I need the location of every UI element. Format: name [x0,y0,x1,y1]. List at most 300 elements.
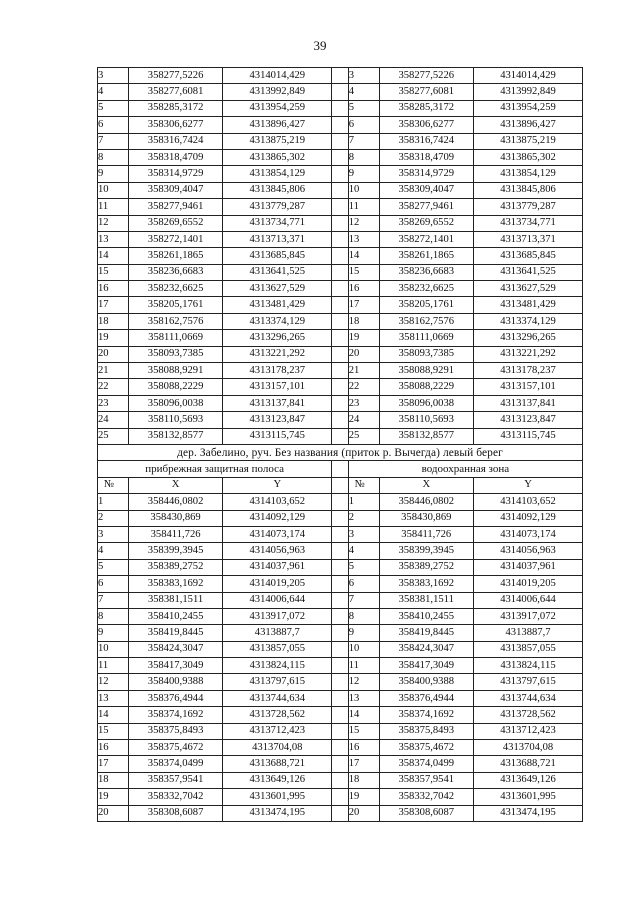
right-coord-x-cell: 358093,7385 [379,346,474,362]
table-row [98,641,583,657]
left-header-num: № [98,477,129,493]
left-point-number-cell: 18 [98,772,129,788]
right-coord-x-cell: 358272,1401 [379,231,474,247]
table-row [98,592,583,608]
right-coord-y-cell: 4314014,429 [474,68,583,84]
right-coord-y-cell: 4313296,265 [474,330,583,346]
right-coord-x-cell: 358232,6625 [379,281,474,297]
right-coord-y-cell: 4313115,745 [474,428,583,444]
left-coord-x-cell: 358236,6683 [128,264,223,280]
right-coord-y-cell: 4313857,055 [474,641,583,657]
right-coord-y-cell: 4313845,806 [474,182,583,198]
right-coord-y-cell: 4313734,771 [474,215,583,231]
left-coord-x-cell: 358162,7576 [128,313,223,329]
right-point-number-cell: 1 [348,494,379,510]
left-coord-x-cell: 358232,6625 [128,281,223,297]
left-coord-y-cell: 4313712,423 [223,723,332,739]
right-coord-y-cell: 4313744,634 [474,690,583,706]
right-coord-x-cell: 358332,7042 [379,789,474,805]
table-row [98,248,583,264]
left-coord-x-cell: 358096,0038 [128,395,223,411]
table-row [98,363,583,379]
left-coord-x-cell: 358088,2229 [128,379,223,395]
left-table-title: прибрежная защитная полоса [98,461,332,477]
left-point-number-cell: 24 [98,412,129,428]
right-point-number-cell: 15 [348,264,379,280]
left-coord-x-cell: 358277,9461 [128,199,223,215]
left-point-number-cell: 17 [98,297,129,313]
left-coord-x-cell: 358308,6087 [128,805,223,821]
table-row [98,313,583,329]
left-coord-y-cell: 4313221,292 [223,346,332,362]
right-coord-y-cell: 4313713,371 [474,231,583,247]
right-point-number-cell: 13 [348,231,379,247]
table-row [98,199,583,215]
left-coord-x-cell: 358272,1401 [128,231,223,247]
right-point-number-cell: 8 [348,149,379,165]
table-row [98,428,583,444]
left-coord-y-cell: 4313734,771 [223,215,332,231]
right-point-number-cell: 23 [348,395,379,411]
right-coord-x-cell: 358132,8577 [379,428,474,444]
left-coord-y-cell: 4313374,129 [223,313,332,329]
left-coord-y-cell: 4313688,721 [223,756,332,772]
right-coord-y-cell: 4314056,963 [474,543,583,559]
page-number: 39 [313,38,327,53]
left-coord-x-cell: 358332,7042 [128,789,223,805]
left-point-number-cell: 9 [98,166,129,182]
left-point-number-cell: 20 [98,346,129,362]
right-coord-y-cell: 4313481,429 [474,297,583,313]
right-coord-y-cell: 4313627,529 [474,281,583,297]
left-point-number-cell: 10 [98,641,129,657]
right-coord-y-cell: 4313474,195 [474,805,583,821]
right-coord-y-cell: 4313854,129 [474,166,583,182]
right-point-number-cell: 18 [348,313,379,329]
table-row [98,149,583,165]
table-row [98,346,583,362]
table-row [98,576,583,592]
right-point-number-cell: 7 [348,133,379,149]
left-coord-y-cell: 4313728,562 [223,707,332,723]
right-point-number-cell: 9 [348,166,379,182]
right-coord-x-cell: 358309,4047 [379,182,474,198]
left-coord-x-cell: 358376,4944 [128,690,223,706]
left-coord-y-cell: 4313896,427 [223,117,332,133]
right-point-number-cell: 19 [348,789,379,805]
right-point-number-cell: 24 [348,412,379,428]
left-point-number-cell: 20 [98,805,129,821]
right-coord-x-cell: 358375,8493 [379,723,474,739]
table-row [98,772,583,788]
left-coord-y-cell: 4313797,615 [223,674,332,690]
left-point-number-cell: 14 [98,248,129,264]
right-point-number-cell: 6 [348,117,379,133]
section-caption: дер. Забелино, руч. Без названия (приток р. Вычегда) левый берег [98,444,583,460]
left-point-number-cell: 19 [98,330,129,346]
right-coord-x-cell: 358277,6081 [379,84,474,100]
right-coord-x-cell: 358277,9461 [379,199,474,215]
right-coord-y-cell: 4313712,423 [474,723,583,739]
right-coord-x-cell: 358308,6087 [379,805,474,821]
left-coord-x-cell: 358424,3047 [128,641,223,657]
left-point-number-cell: 22 [98,379,129,395]
table-row [98,756,583,772]
left-coord-y-cell: 4313685,845 [223,248,332,264]
left-coord-x-cell: 358419,8445 [128,625,223,641]
right-coord-y-cell: 4313875,219 [474,133,583,149]
left-point-number-cell: 5 [98,559,129,575]
left-coord-x-cell: 358383,1692 [128,576,223,592]
left-coord-y-cell: 4314103,652 [223,494,332,510]
right-coord-x-cell: 358088,9291 [379,363,474,379]
left-coord-y-cell: 4313779,287 [223,199,332,215]
table-row [98,789,583,805]
left-point-number-cell: 16 [98,740,129,756]
table-row [98,68,583,84]
right-coord-x-cell: 358205,1761 [379,297,474,313]
right-coord-x-cell: 358314,9729 [379,166,474,182]
left-point-number-cell: 12 [98,674,129,690]
left-coord-y-cell: 4313296,265 [223,330,332,346]
right-point-number-cell: 10 [348,182,379,198]
left-point-number-cell: 4 [98,543,129,559]
left-coord-y-cell: 4313954,259 [223,100,332,116]
right-point-number-cell: 6 [348,576,379,592]
left-point-number-cell: 3 [98,68,129,84]
right-point-number-cell: 8 [348,608,379,624]
right-point-number-cell: 17 [348,756,379,772]
right-coord-y-cell: 4314103,652 [474,494,583,510]
right-coord-y-cell: 4314019,205 [474,576,583,592]
left-coord-x-cell: 358277,5226 [128,68,223,84]
right-point-number-cell: 3 [348,68,379,84]
right-point-number-cell: 22 [348,379,379,395]
left-coord-y-cell: 4314056,963 [223,543,332,559]
table-row [98,379,583,395]
left-coord-y-cell: 4314014,429 [223,68,332,84]
right-header-num: № [348,477,379,493]
right-coord-x-cell: 358357,9541 [379,772,474,788]
left-point-number-cell: 10 [98,182,129,198]
table-row [98,117,583,133]
right-coord-y-cell: 4313137,841 [474,395,583,411]
right-coord-y-cell: 4313157,101 [474,379,583,395]
right-point-number-cell: 16 [348,740,379,756]
left-coord-y-cell: 4313157,101 [223,379,332,395]
right-coord-x-cell: 358389,2752 [379,559,474,575]
left-point-number-cell: 19 [98,789,129,805]
right-coord-y-cell: 4313865,302 [474,149,583,165]
left-coord-y-cell: 4314006,644 [223,592,332,608]
right-point-number-cell: 11 [348,199,379,215]
right-coord-y-cell: 4313685,845 [474,248,583,264]
left-coord-x-cell: 358111,0669 [128,330,223,346]
table-row [98,543,583,559]
right-coord-y-cell: 4313797,615 [474,674,583,690]
right-coord-x-cell: 358424,3047 [379,641,474,657]
right-point-number-cell: 20 [348,805,379,821]
left-coord-x-cell: 358093,7385 [128,346,223,362]
right-point-number-cell: 12 [348,674,379,690]
left-coord-x-cell: 358285,3172 [128,100,223,116]
left-point-number-cell: 9 [98,625,129,641]
left-point-number-cell: 16 [98,281,129,297]
left-coord-x-cell: 358316,7424 [128,133,223,149]
left-point-number-cell: 7 [98,592,129,608]
right-point-number-cell: 5 [348,559,379,575]
table-row [98,674,583,690]
left-coord-y-cell: 4314092,129 [223,510,332,526]
right-header-x: X [379,477,474,493]
right-point-number-cell: 5 [348,100,379,116]
right-point-number-cell: 17 [348,297,379,313]
left-point-number-cell: 1 [98,494,129,510]
right-coord-x-cell: 358306,6277 [379,117,474,133]
right-point-number-cell: 15 [348,723,379,739]
table-row [98,281,583,297]
left-coord-x-cell: 358399,3945 [128,543,223,559]
left-point-number-cell: 6 [98,576,129,592]
right-coord-x-cell: 358269,6552 [379,215,474,231]
left-coord-x-cell: 358277,6081 [128,84,223,100]
left-coord-y-cell: 4313123,847 [223,412,332,428]
left-point-number-cell: 18 [98,313,129,329]
table-row [98,494,583,510]
left-coord-y-cell: 4313824,115 [223,658,332,674]
table-row [98,84,583,100]
right-point-number-cell: 18 [348,772,379,788]
left-point-number-cell: 3 [98,526,129,542]
left-coord-x-cell: 358375,4672 [128,740,223,756]
right-point-number-cell: 19 [348,330,379,346]
right-coord-x-cell: 358285,3172 [379,100,474,116]
right-coord-x-cell: 358381,1511 [379,592,474,608]
right-point-number-cell: 10 [348,641,379,657]
coordinates-table [97,67,583,822]
left-coord-x-cell: 358318,4709 [128,149,223,165]
left-point-number-cell: 15 [98,264,129,280]
right-coord-y-cell: 4313954,259 [474,100,583,116]
right-point-number-cell: 12 [348,215,379,231]
top-section-body [98,68,583,445]
left-coord-y-cell: 4314073,174 [223,526,332,542]
right-header-y: Y [474,477,583,493]
right-coord-x-cell: 358261,1865 [379,248,474,264]
left-point-number-cell: 15 [98,723,129,739]
right-point-number-cell: 4 [348,543,379,559]
right-point-number-cell: 3 [348,526,379,542]
right-coord-y-cell: 4313123,847 [474,412,583,428]
right-coord-x-cell: 358162,7576 [379,313,474,329]
left-point-number-cell: 13 [98,690,129,706]
left-coord-y-cell: 4313641,525 [223,264,332,280]
table-row [98,182,583,198]
right-coord-x-cell: 358374,1692 [379,707,474,723]
left-coord-x-cell: 358410,2455 [128,608,223,624]
bottom-section-header [98,444,583,493]
right-coord-x-cell: 358096,0038 [379,395,474,411]
left-point-number-cell: 14 [98,707,129,723]
left-coord-x-cell: 358374,0499 [128,756,223,772]
left-coord-y-cell: 4313744,634 [223,690,332,706]
right-coord-x-cell: 358236,6683 [379,264,474,280]
right-coord-y-cell: 4314037,961 [474,559,583,575]
right-point-number-cell: 2 [348,510,379,526]
left-coord-x-cell: 358411,726 [128,526,223,542]
right-coord-x-cell: 358383,1692 [379,576,474,592]
right-coord-y-cell: 4313779,287 [474,199,583,215]
left-coord-y-cell: 4313917,072 [223,608,332,624]
left-coord-y-cell: 4313649,126 [223,772,332,788]
left-point-number-cell: 11 [98,658,129,674]
right-coord-x-cell: 358430,869 [379,510,474,526]
left-point-number-cell: 17 [98,756,129,772]
right-point-number-cell: 11 [348,658,379,674]
table-row [98,559,583,575]
table-row [98,740,583,756]
right-point-number-cell: 20 [348,346,379,362]
left-coord-y-cell: 4313875,219 [223,133,332,149]
right-point-number-cell: 7 [348,592,379,608]
left-coord-x-cell: 358389,2752 [128,559,223,575]
left-point-number-cell: 13 [98,231,129,247]
left-coord-y-cell: 4313481,429 [223,297,332,313]
left-coord-y-cell: 4313887,7 [223,625,332,641]
right-coord-x-cell: 358111,0669 [379,330,474,346]
table-row [98,625,583,641]
left-coord-x-cell: 358110,5693 [128,412,223,428]
table-row [98,805,583,821]
left-coord-y-cell: 4313713,371 [223,231,332,247]
table-row [98,231,583,247]
right-coord-y-cell: 4313601,995 [474,789,583,805]
right-point-number-cell: 25 [348,428,379,444]
left-coord-x-cell: 358314,9729 [128,166,223,182]
right-coord-x-cell: 358376,4944 [379,690,474,706]
left-point-number-cell: 25 [98,428,129,444]
right-coord-x-cell: 358399,3945 [379,543,474,559]
table-row [98,100,583,116]
left-point-number-cell: 23 [98,395,129,411]
left-coord-y-cell: 4313704,08 [223,740,332,756]
left-point-number-cell: 21 [98,363,129,379]
right-coord-y-cell: 4313887,7 [474,625,583,641]
right-coord-x-cell: 358316,7424 [379,133,474,149]
left-coord-y-cell: 4313137,841 [223,395,332,411]
table-row [98,526,583,542]
left-coord-x-cell: 358375,8493 [128,723,223,739]
table-row [98,330,583,346]
left-point-number-cell: 4 [98,84,129,100]
left-header-x: X [128,477,223,493]
right-coord-y-cell: 4313688,721 [474,756,583,772]
left-coord-x-cell: 358309,4047 [128,182,223,198]
right-point-number-cell: 21 [348,363,379,379]
right-coord-y-cell: 4314073,174 [474,526,583,542]
left-coord-y-cell: 4313865,302 [223,149,332,165]
right-point-number-cell: 9 [348,625,379,641]
right-coord-y-cell: 4313178,237 [474,363,583,379]
table-row [98,723,583,739]
right-point-number-cell: 14 [348,248,379,264]
left-coord-y-cell: 4313601,995 [223,789,332,805]
table-row [98,412,583,428]
left-coord-x-cell: 358088,9291 [128,363,223,379]
right-coord-y-cell: 4313221,292 [474,346,583,362]
right-coord-x-cell: 358110,5693 [379,412,474,428]
left-coord-x-cell: 358132,8577 [128,428,223,444]
left-point-number-cell: 11 [98,199,129,215]
left-coord-x-cell: 358381,1511 [128,592,223,608]
left-point-number-cell: 12 [98,215,129,231]
table-row [98,133,583,149]
table-row [98,297,583,313]
right-coord-y-cell: 4313704,08 [474,740,583,756]
left-point-number-cell: 8 [98,149,129,165]
right-coord-x-cell: 358375,4672 [379,740,474,756]
right-coord-x-cell: 358400,9388 [379,674,474,690]
right-coord-y-cell: 4313896,427 [474,117,583,133]
right-point-number-cell: 16 [348,281,379,297]
left-point-number-cell: 8 [98,608,129,624]
table-row [98,658,583,674]
right-point-number-cell: 14 [348,707,379,723]
right-coord-y-cell: 4313728,562 [474,707,583,723]
left-coord-x-cell: 358261,1865 [128,248,223,264]
right-table-title: водоохранная зона [348,461,582,477]
left-header-y: Y [223,477,332,493]
left-coord-x-cell: 358417,3049 [128,658,223,674]
left-coord-y-cell: 4313627,529 [223,281,332,297]
right-point-number-cell: 13 [348,690,379,706]
left-coord-x-cell: 358400,9388 [128,674,223,690]
bottom-section-body [98,494,583,822]
right-coord-y-cell: 4314006,644 [474,592,583,608]
left-coord-x-cell: 358446,0802 [128,494,223,510]
right-coord-x-cell: 358318,4709 [379,149,474,165]
table-row [98,166,583,182]
left-point-number-cell: 5 [98,100,129,116]
left-coord-x-cell: 358269,6552 [128,215,223,231]
left-coord-y-cell: 4313115,745 [223,428,332,444]
right-point-number-cell: 4 [348,84,379,100]
right-coord-x-cell: 358419,8445 [379,625,474,641]
left-coord-y-cell: 4314037,961 [223,559,332,575]
table-row [98,690,583,706]
left-point-number-cell: 2 [98,510,129,526]
table-row [98,510,583,526]
table-row [98,215,583,231]
right-coord-y-cell: 4313649,126 [474,772,583,788]
left-coord-x-cell: 358357,9541 [128,772,223,788]
left-coord-x-cell: 358374,1692 [128,707,223,723]
left-coord-y-cell: 4313854,129 [223,166,332,182]
left-coord-y-cell: 4313992,849 [223,84,332,100]
right-coord-x-cell: 358277,5226 [379,68,474,84]
left-coord-y-cell: 4313845,806 [223,182,332,198]
table-row [98,608,583,624]
table-row [98,264,583,280]
table-row [98,707,583,723]
left-point-number-cell: 6 [98,117,129,133]
left-coord-x-cell: 358430,869 [128,510,223,526]
left-coord-y-cell: 4314019,205 [223,576,332,592]
right-coord-x-cell: 358446,0802 [379,494,474,510]
right-coord-x-cell: 358417,3049 [379,658,474,674]
right-coord-y-cell: 4313824,115 [474,658,583,674]
right-coord-y-cell: 4313917,072 [474,608,583,624]
